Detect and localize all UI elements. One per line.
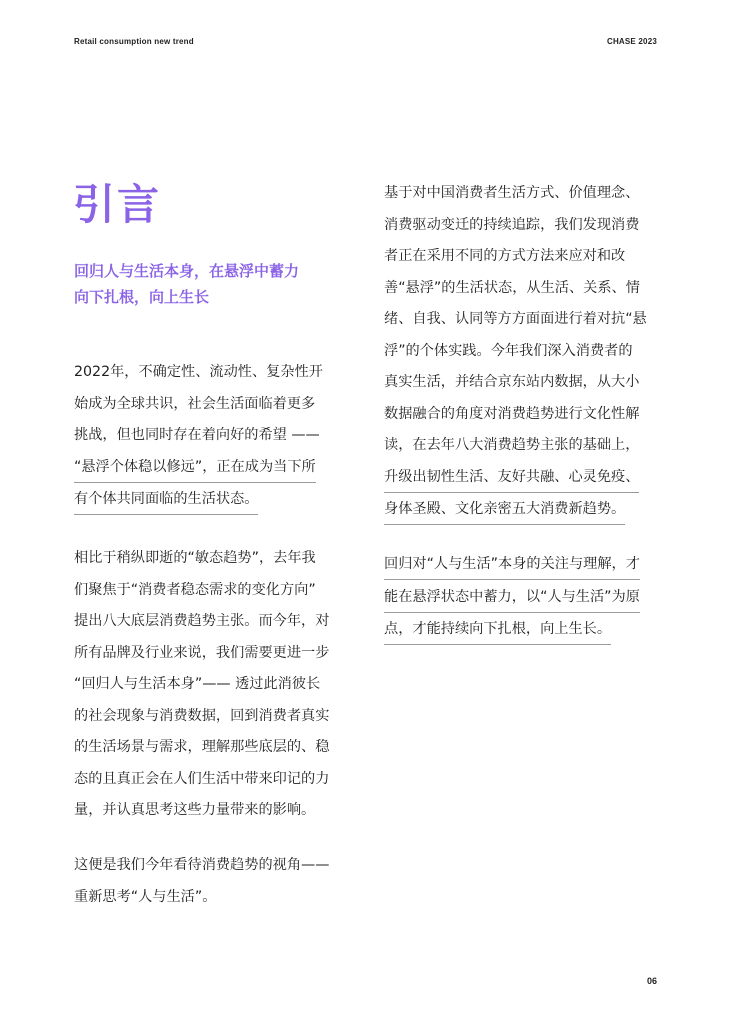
- text-line: 所有品牌及行业来说，我们需要更进一步: [74, 644, 330, 661]
- highlighted-text-line: “悬浮个体稳以修远”，正在成为当下所: [74, 454, 316, 483]
- text-line: 态的且真正会在人们生活中带来印记的力: [74, 770, 330, 787]
- text-line: 这便是我们今年看待消费趋势的视角——: [74, 857, 330, 873]
- highlighted-text-line: 有个体共同面临的生活状态。: [74, 486, 258, 515]
- right-paragraph-2: [384, 549, 669, 647]
- text-line: 真实生活，并结合京东站内数据，从大小: [384, 374, 640, 390]
- highlighted-text-line: 身体圣殿、文化亲密五大消费新趋势。: [384, 496, 625, 525]
- text-line: 重新思考“人与生活”。: [74, 888, 217, 905]
- text-line: 者正在采用不同的方式方法来应对和改: [384, 248, 626, 264]
- subtitle-line: 回归人与生活本身，在悬浮中蓄力: [74, 262, 300, 280]
- header-brand: CHASE 2023: [606, 37, 657, 46]
- text-line: 挑战，但也同时存在着向好的希望 ——: [74, 427, 320, 443]
- text-line: 量，并认真思考这些力量带来的影响。: [74, 802, 316, 818]
- text-line: 善“悬浮”的生活状态，从生活、关系、情: [384, 279, 640, 296]
- left-paragraph-3: [74, 850, 359, 913]
- page-title: 引言: [73, 180, 162, 229]
- text-line: 始成为全球共识，社会生活面临着更多: [74, 395, 316, 412]
- text-line: 相比于稍纵即逝的“敏态趋势”，去年我: [74, 550, 316, 566]
- text-line: 的社会现象与消费数据，回到消费者真实: [74, 707, 330, 724]
- text-line: 的生活场景与需求，理解那些底层的、稳: [74, 739, 330, 755]
- highlighted-text-line: 能在悬浮状态中蓄力，以“人与生活”为原: [384, 584, 640, 613]
- subtitle-line: 向下扎根，向上生长: [74, 288, 210, 306]
- left-paragraph-1: [74, 357, 359, 517]
- text-line: 读，在去年八大消费趋势主张的基础上，: [384, 437, 640, 453]
- page-number: 06: [646, 976, 657, 986]
- highlighted-text-line: 升级出韧性生活、友好共融、心灵免疫、: [384, 464, 639, 493]
- left-paragraph-2: [74, 543, 359, 827]
- text-line: 数据融合的角度对消费趋势进行文化性解: [384, 405, 640, 422]
- text-line: 绪、自我、认同等方方面面进行着对抗“悬: [384, 311, 647, 327]
- text-line: 们聚焦于“消费者稳态需求的变化方向”: [74, 581, 316, 598]
- header-doc-title: Retail consumption new trend: [74, 37, 194, 46]
- text-line: “回归人与生活本身”—— 透过此消彼长: [74, 676, 321, 692]
- highlighted-text-line: 点，才能持续向下扎根，向上生长。: [384, 616, 611, 645]
- highlighted-text-line: 回归对“人与生活”本身的关注与理解，才: [384, 551, 640, 580]
- text-line: 基于对中国消费者生活方式、价值理念、: [384, 185, 640, 201]
- text-line: 提出八大底层消费趋势主张。而今年，对: [74, 613, 330, 629]
- page-subtitle: [74, 258, 354, 310]
- text-line: 2022年，不确定性、流动性、复杂性开: [74, 364, 323, 380]
- text-line: 消费驱动变迁的持续追踪，我们发现消费: [384, 216, 640, 233]
- right-paragraph-1: [384, 178, 669, 527]
- text-line: 浮”的个体实践。今年我们深入消费者的: [384, 342, 633, 359]
